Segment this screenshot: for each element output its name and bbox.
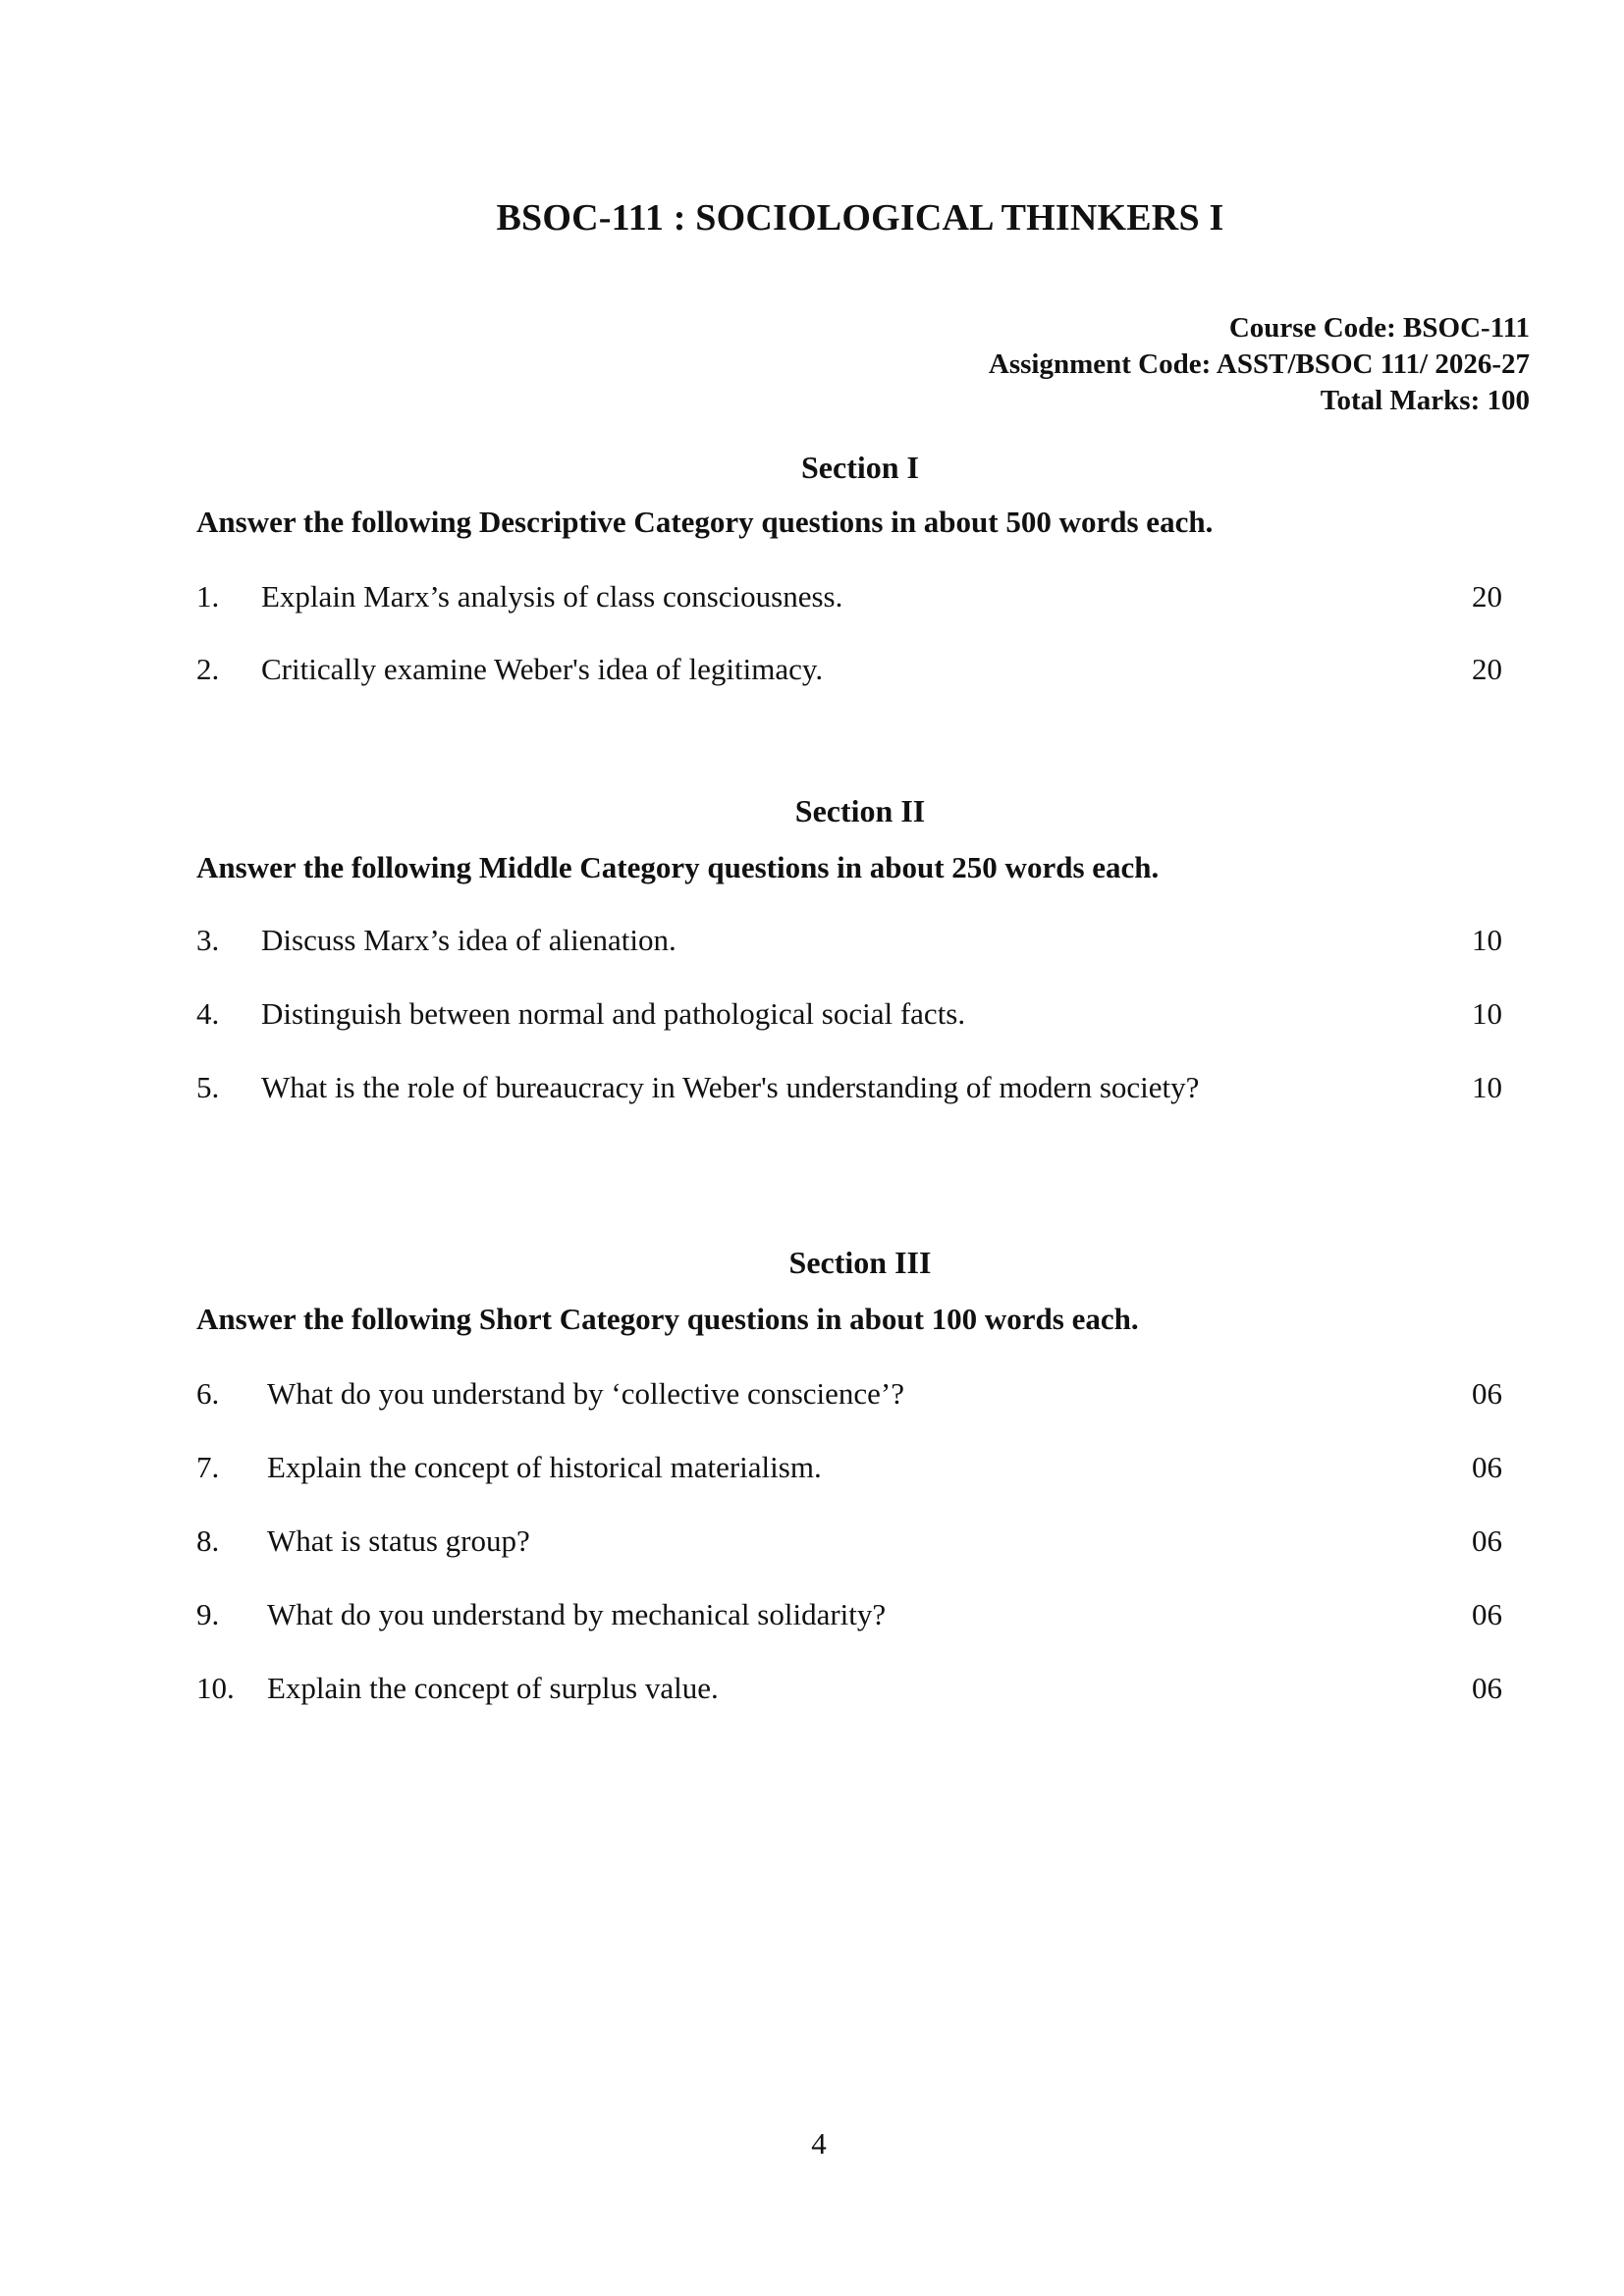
section-instruction: Answer the following Middle Category questions in about 250 words each. — [196, 850, 1160, 884]
question-number: 8. — [196, 1523, 220, 1558]
course-code: Course Code: BSOC-111 — [1228, 312, 1530, 344]
question-number: 10. — [196, 1671, 235, 1705]
question-marks: 06 — [1472, 1671, 1502, 1705]
question-number: 4. — [196, 996, 220, 1031]
section-instruction: Answer the following Descriptive Category questions in about 500 words each. — [196, 505, 1214, 539]
question-row — [196, 1597, 1502, 1640]
total-marks: Total Marks: 100 — [1320, 385, 1530, 416]
page-title: BSOC-111 : SOCIOLOGICAL THINKERS I — [496, 197, 1224, 239]
question-marks: 06 — [1472, 1597, 1502, 1631]
question-number: 2. — [196, 652, 220, 686]
question-text: What do you understand by mechanical solidarity? — [267, 1597, 887, 1631]
question-marks: 06 — [1472, 1450, 1502, 1484]
section-heading: Section I — [801, 450, 919, 485]
question-marks: 10 — [1472, 1070, 1502, 1104]
question-number: 9. — [196, 1597, 220, 1631]
question-text: Explain the concept of historical materialism. — [267, 1450, 822, 1484]
question-number: 7. — [196, 1450, 220, 1484]
question-text: What is status group? — [267, 1523, 530, 1558]
question-row — [196, 1376, 1502, 1419]
question-text: Distinguish between normal and pathological social facts. — [261, 996, 966, 1031]
question-marks: 20 — [1472, 579, 1502, 614]
question-number: 6. — [196, 1376, 220, 1411]
question-row — [196, 579, 1502, 622]
question-text: Critically examine Weber's idea of legitimacy. — [261, 652, 824, 686]
section-heading: Section II — [794, 793, 926, 828]
question-number: 1. — [196, 579, 220, 614]
assignment-code: Assignment Code: ASST/BSOC 111/ 2026-27 — [988, 348, 1530, 380]
question-number: 3. — [196, 923, 220, 957]
question-text: What do you understand by ‘collective conscience’? — [267, 1376, 905, 1411]
question-number: 5. — [196, 1070, 220, 1104]
question-marks: 20 — [1472, 652, 1502, 686]
question-text: Discuss Marx’s idea of alienation. — [261, 923, 677, 957]
question-row — [196, 1070, 1502, 1113]
question-text: Explain the concept of surplus value. — [267, 1671, 719, 1705]
assignment-meta — [989, 310, 1530, 419]
section-instruction: Answer the following Short Category questions in about 100 words each. — [196, 1302, 1139, 1336]
question-text: Explain Marx’s analysis of class consciousness. — [261, 579, 843, 614]
question-marks: 10 — [1472, 996, 1502, 1031]
question-row — [196, 996, 1502, 1040]
page-number: 4 — [811, 2126, 827, 2161]
section-heading: Section III — [788, 1245, 932, 1280]
question-text: What is the role of bureaucracy in Weber's understanding of modern society? — [261, 1070, 1200, 1104]
question-row — [196, 1671, 1502, 1714]
question-marks: 06 — [1472, 1523, 1502, 1558]
question-marks: 06 — [1472, 1376, 1502, 1411]
question-row — [196, 923, 1502, 966]
question-row — [196, 1523, 1502, 1567]
question-marks: 10 — [1472, 923, 1502, 957]
question-row — [196, 1450, 1502, 1493]
question-row — [196, 652, 1502, 695]
